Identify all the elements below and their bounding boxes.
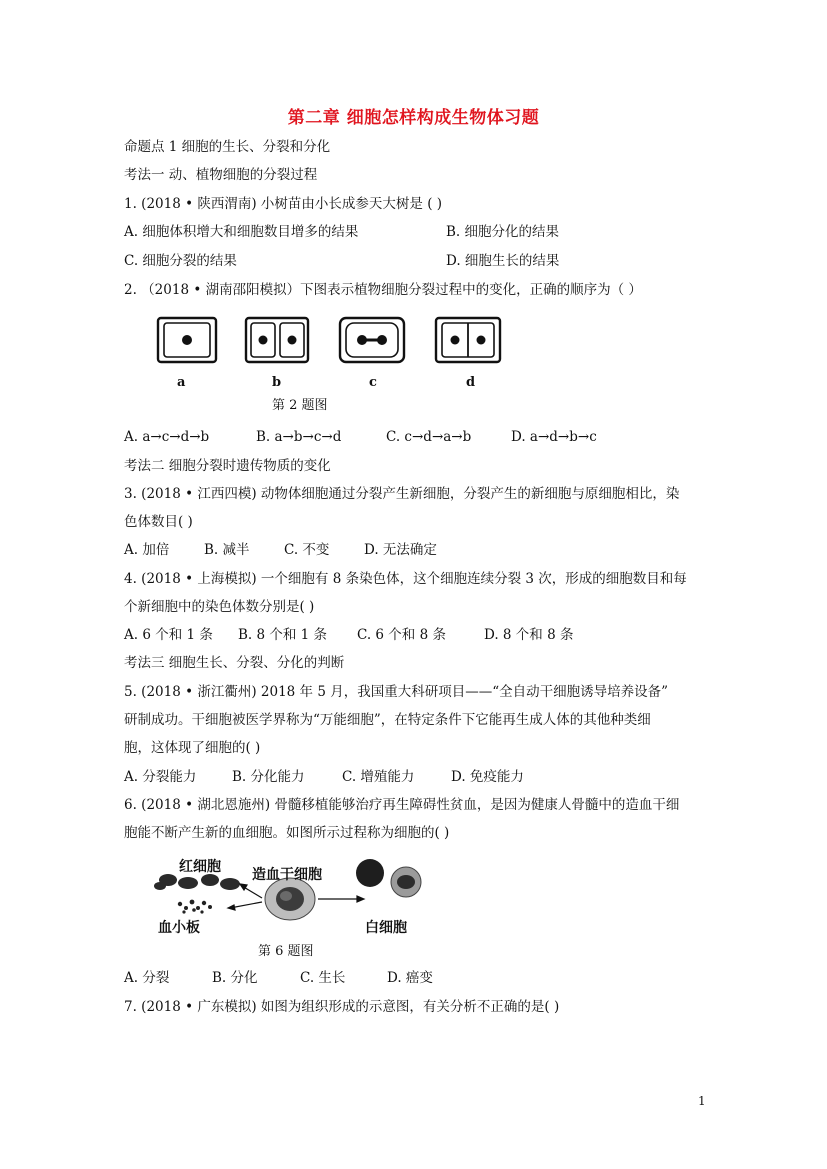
cell-b	[246, 318, 308, 362]
method-heading-1: 考法一 动、植物细胞的分裂过程	[124, 167, 318, 183]
question-3-option-c: C. 不变	[284, 542, 330, 558]
question-6-option-d: D. 癌变	[387, 970, 433, 986]
question-4-line-2: 个新细胞中的染色体数分别是( )	[124, 599, 315, 615]
question-4-option-a: A. 6 个和 1 条	[124, 627, 213, 643]
label-white-blood-cell: 白细胞	[365, 920, 407, 936]
label-red-blood-cell: 红细胞	[179, 859, 221, 875]
question-2-stem: 2. （2018 • 湖南邵阳模拟）下图表示植物细胞分裂过程中的变化，正确的顺序为（ ）	[124, 282, 642, 298]
question-5-option-a: A. 分裂能力	[124, 769, 197, 785]
figure-2-caption: 第 2 题图	[272, 398, 328, 413]
question-6-option-a: A. 分裂	[124, 970, 170, 986]
figure-2-label-d: d	[466, 375, 476, 390]
question-1-option-a: A. 细胞体积增大和细胞数目增多的结果	[124, 224, 359, 240]
method-heading-3: 考法三 细胞生长、分裂、分化的判断	[124, 655, 345, 671]
question-1-option-c: C. 细胞分裂的结果	[124, 253, 237, 269]
red-blood-cells	[154, 874, 240, 890]
arrow-right	[318, 896, 364, 902]
question-3-option-d: D. 无法确定	[364, 542, 437, 558]
section-heading: 命题点 1 细胞的生长、分裂和分化	[124, 139, 331, 155]
white-blood-cells	[356, 859, 421, 897]
question-3-line-1: 3. (2018 • 江西四模) 动物体细胞通过分裂产生新细胞，分裂产生的新细胞与原细胞相比，染	[124, 486, 680, 502]
page-number: 1	[698, 1094, 706, 1108]
question-5-line-2: 研制成功。干细胞被医学界称为“万能细胞”，在特定条件下它能再生成人体的其他种类细	[124, 712, 651, 728]
figure-2-label-b: b	[272, 375, 282, 390]
question-2-option-c: C. c→d→a→b	[386, 429, 472, 445]
question-6-line-1: 6. (2018 • 湖北恩施州) 骨髓移植能够治疗再生障碍性贫血，是因为健康人骨髓中的造血干细	[124, 797, 680, 813]
figure-6-caption: 第 6 题图	[258, 944, 314, 959]
question-7-stem: 7. (2018 • 广东模拟) 如图为组织形成的示意图，有关分析不正确的是( )	[124, 999, 560, 1015]
question-2-option-a: A. a→c→d→b	[124, 429, 210, 445]
question-5-option-b: B. 分化能力	[232, 769, 305, 785]
question-1-option-b: B. 细胞分化的结果	[446, 224, 560, 240]
hematopoietic-stem-cell	[265, 878, 315, 920]
question-3-option-b: B. 减半	[204, 542, 250, 558]
question-4-option-c: C. 6 个和 8 条	[357, 627, 446, 643]
question-3-line-2: 色体数目( )	[124, 514, 193, 530]
label-stem-cell: 造血干细胞	[252, 867, 322, 883]
cell-d	[436, 318, 500, 362]
figure-2-label-a: a	[177, 375, 186, 390]
cell-c	[340, 318, 404, 362]
question-5-line-3: 胞，这体现了细胞的( )	[124, 740, 261, 756]
question-6-line-2: 胞能不断产生新的血细胞。如图所示过程称为细胞的( )	[124, 825, 450, 841]
question-2-figure	[150, 312, 510, 368]
question-5-option-d: D. 免疫能力	[451, 769, 524, 785]
question-5-option-c: C. 增殖能力	[342, 769, 415, 785]
question-6-option-b: B. 分化	[212, 970, 258, 986]
question-1-stem: 1. (2018 • 陕西渭南) 小树苗由小长成参天大树是 ( )	[124, 196, 443, 212]
figure-2-label-c: c	[369, 375, 377, 390]
page-title: 第二章 细胞怎样构成生物体习题	[287, 108, 540, 128]
question-2-option-b: B. a→b→c→d	[256, 429, 342, 445]
cell-a	[158, 318, 216, 362]
label-platelet: 血小板	[158, 920, 200, 936]
question-2-option-d: D. a→d→b→c	[511, 429, 597, 445]
question-1-option-d: D. 细胞生长的结果	[446, 253, 560, 269]
method-heading-2: 考法二 细胞分裂时遗传物质的变化	[124, 458, 331, 474]
question-3-option-a: A. 加倍	[124, 542, 170, 558]
question-5-line-1: 5. (2018 • 浙江衢州) 2018 年 5 月，我国重大科研项目——“全自动干细胞诱导培养设备”	[124, 684, 669, 700]
question-4-line-1: 4. (2018 • 上海模拟) 一个细胞有 8 条染色体，这个细胞连续分裂 3 次，形成的细胞数目和每	[124, 571, 687, 587]
question-4-option-b: B. 8 个和 1 条	[238, 627, 328, 643]
platelets	[178, 900, 212, 914]
question-4-option-d: D. 8 个和 8 条	[484, 627, 574, 643]
question-6-option-c: C. 生长	[300, 970, 346, 986]
